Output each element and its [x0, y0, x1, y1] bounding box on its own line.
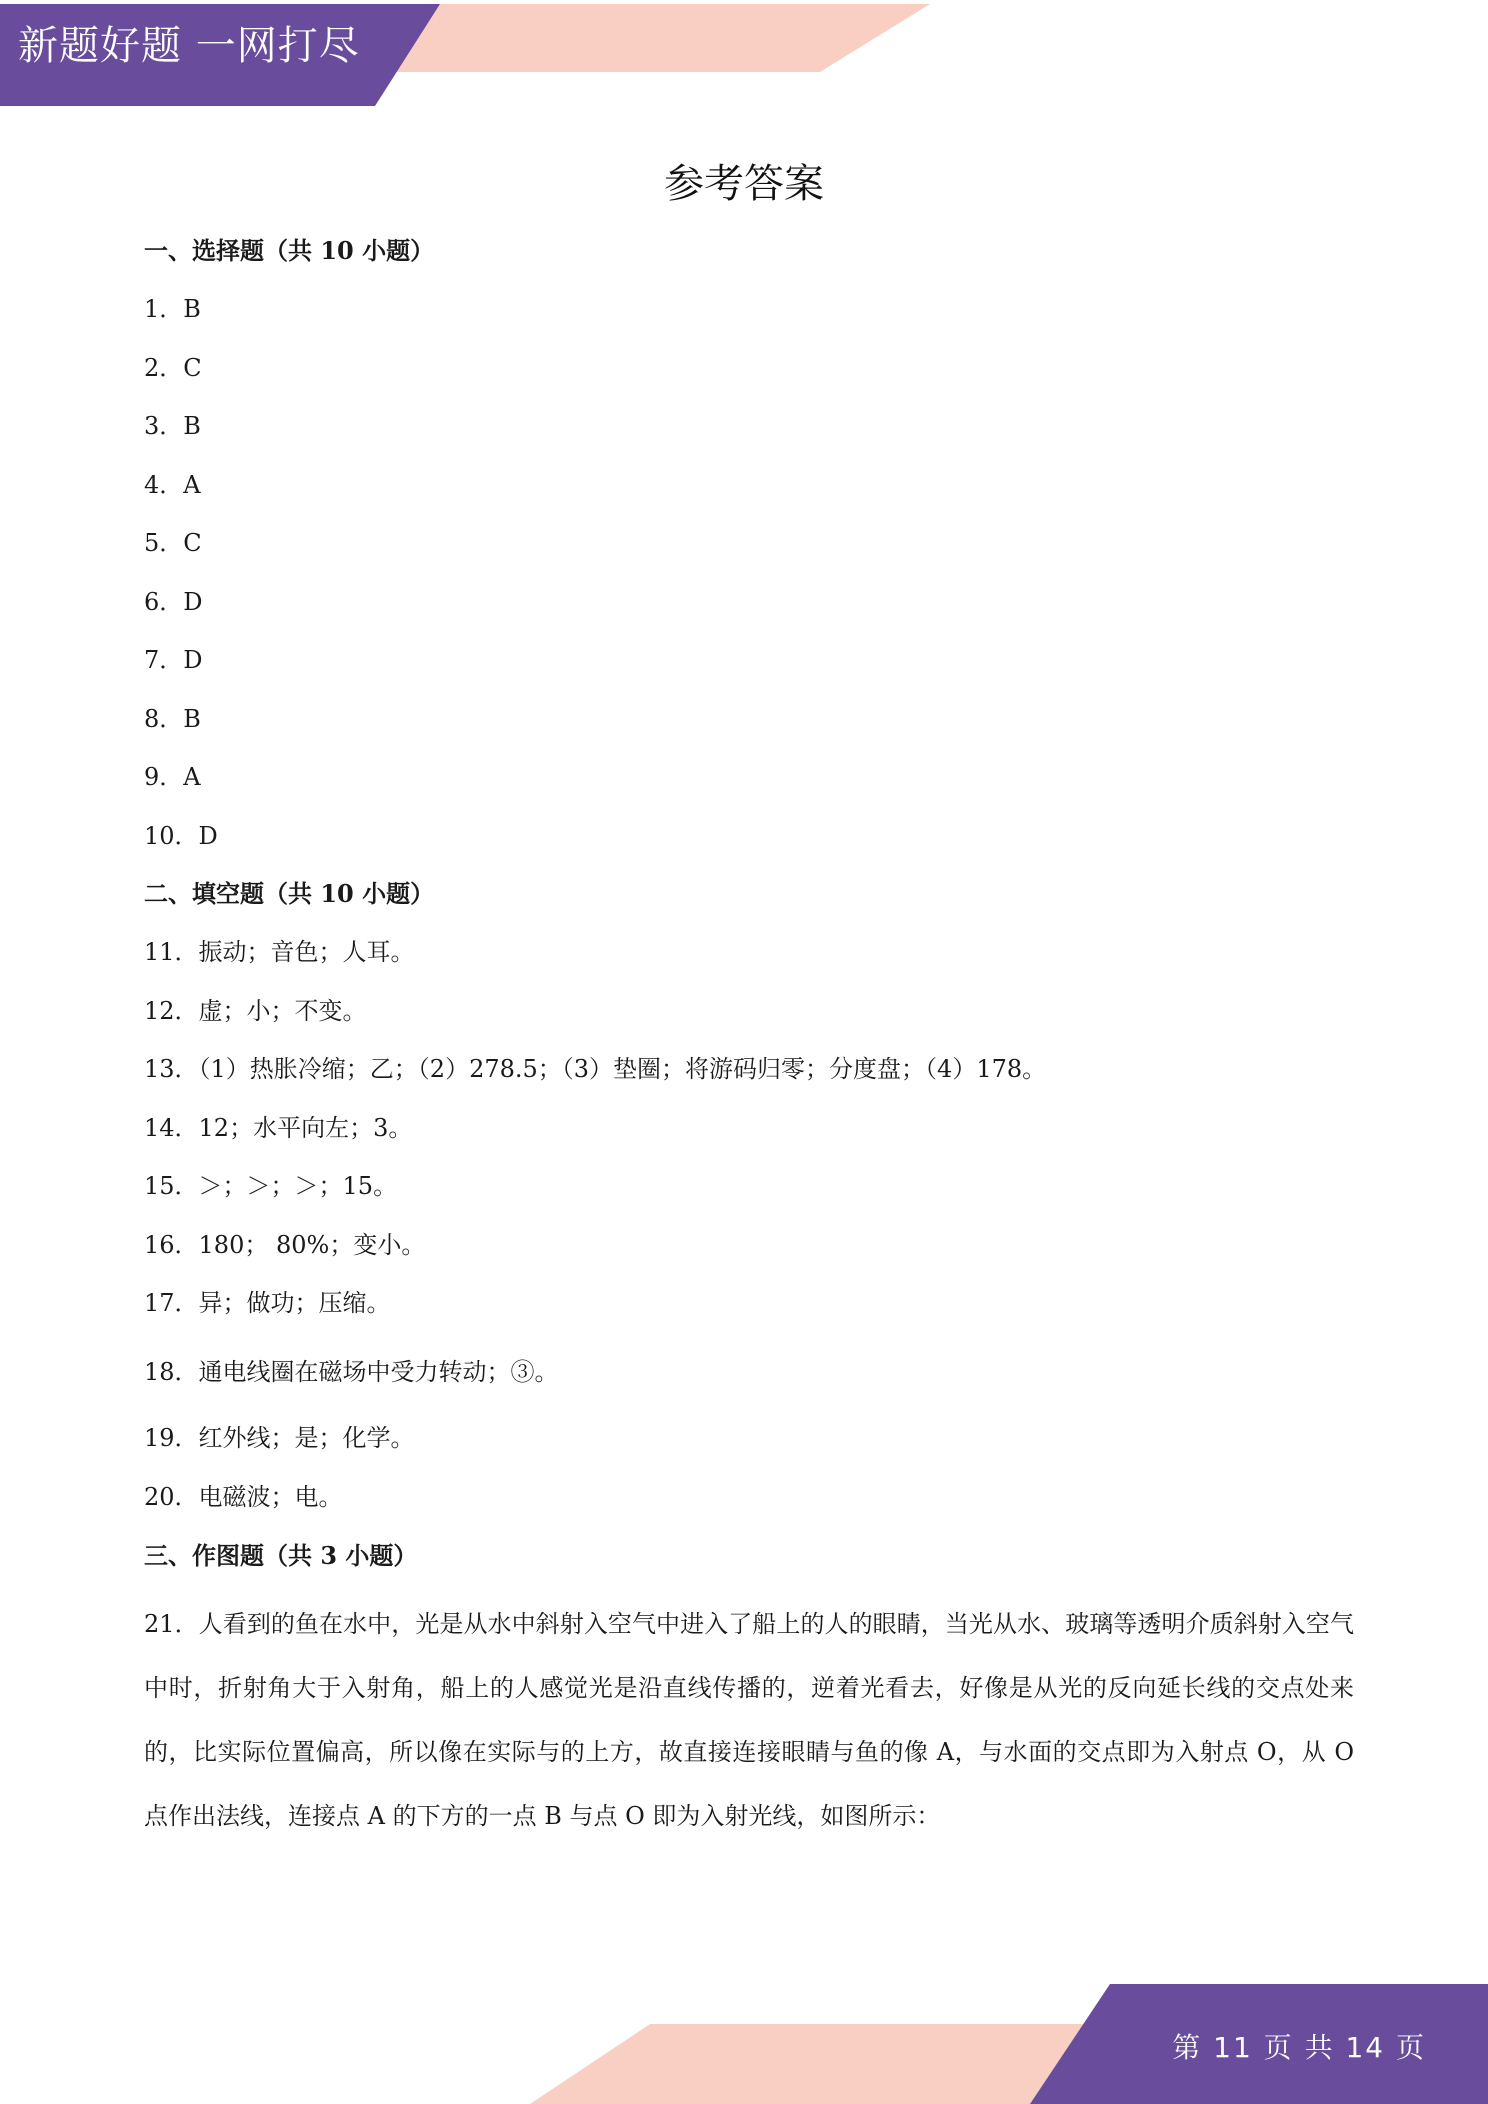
page-number: 第 11 页 共 14 页 — [1172, 2031, 1426, 2064]
answer-item: 13．（1）热胀冷缩；乙；（2）278.5；（3）垫圈；将游码归零；分度盘；（4）178。 — [144, 1055, 1047, 1083]
section-heading-choice: 一、选择题（共 10 小题） — [144, 236, 435, 265]
header-banner-text: 新题好题 一网打尽 — [18, 23, 360, 69]
answer-item: 19．红外线；是；化学。 — [144, 1424, 415, 1452]
header-pink-band — [380, 4, 930, 72]
answer-item: 4．A — [144, 471, 201, 499]
answer-item: 11．振动；音色；人耳。 — [144, 938, 415, 966]
answer-item: 14．12；水平向左；3。 — [144, 1114, 413, 1142]
answer-item: 16．180； 80%；变小。 — [144, 1231, 426, 1259]
answer-item: 5．C — [144, 529, 202, 557]
section-heading-fill: 二、填空题（共 10 小题） — [144, 879, 435, 908]
answer-item: 10．D — [144, 822, 218, 850]
answer-item: 7．D — [144, 646, 203, 674]
page-title: 参考答案 — [664, 161, 824, 207]
answer-item: 2．C — [144, 354, 202, 382]
answer-item: 1．B — [144, 295, 201, 323]
answer-item: 20．电磁波；电。 — [144, 1483, 343, 1511]
answer-item: 6．D — [144, 588, 203, 616]
answer-item: 8．B — [144, 705, 201, 733]
answer-paragraph-21: 21．人看到的鱼在水中，光是从水中斜射入空气中进入了船上的人的眼睛，当光从水、玻璃等透明介质斜射入空气中时，折射角大于入射角，船上的人感觉光是沿直线传播的，逆着光看去，好像是从光的反向延长线的交点处来的，比实际位置偏高，所以像在实际与的上方，故直接连接眼睛与鱼的像 A，与水面的交点即为入射点 O，从 O 点作出法线，连接点 A 的下方的一点 B 与点 O 即为入射光线，如图所示： — [144, 1610, 1354, 1830]
answer-item: 12．虚；小；不变。 — [144, 997, 367, 1025]
section-heading-drawing: 三、作图题（共 3 小题） — [144, 1541, 418, 1570]
answer-item: 18．通电线圈在磁场中受力转动；③。 — [144, 1358, 559, 1386]
answer-item: 15．＞；＞；＞；15。 — [144, 1172, 398, 1200]
answer-item: 3．B — [144, 412, 201, 440]
answer-item: 9．A — [144, 763, 201, 791]
answer-item: 17．异；做功；压缩。 — [144, 1289, 391, 1317]
